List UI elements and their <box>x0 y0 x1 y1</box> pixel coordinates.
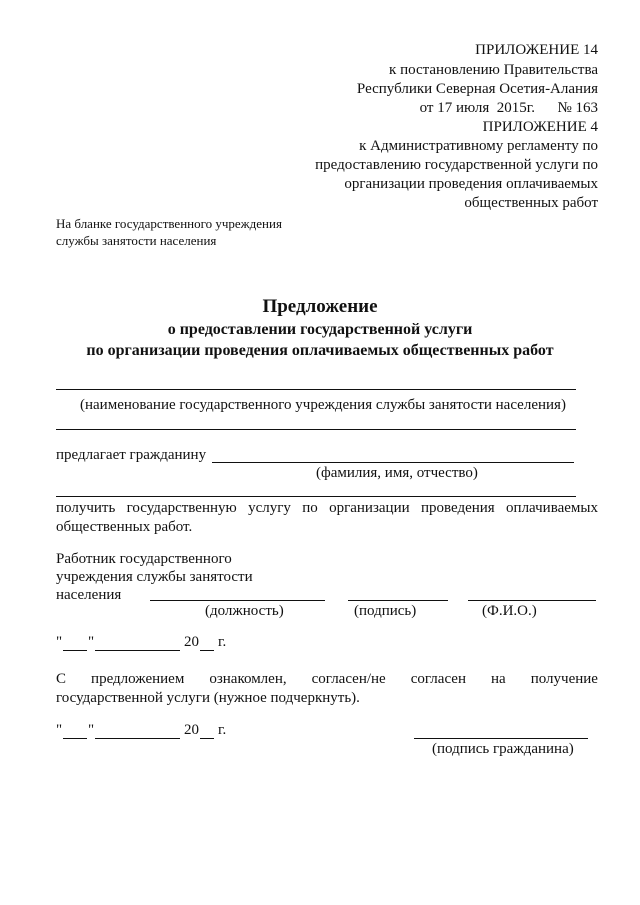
year-prefix: 20 <box>184 634 199 650</box>
header-line-9: общественных работ <box>464 195 598 211</box>
year-line <box>200 650 214 651</box>
receive-word: проведения <box>420 500 495 516</box>
year-prefix: 20 <box>184 722 199 738</box>
citizen-name-line-2 <box>56 496 576 497</box>
header-line-4: от 17 июля 2015г. № 163 <box>419 100 598 116</box>
employee-line-3: населения <box>56 587 122 603</box>
ack-word: согласен <box>410 671 466 687</box>
ack-line-2: государственной услуги (нужное подчеркнуть). <box>56 690 360 706</box>
receive-word: услугу <box>248 500 291 516</box>
year-suffix: г. <box>218 722 227 738</box>
employee-line-2: учреждения службы занятости <box>56 569 253 585</box>
header-line-8: организации проведения оплачиваемых <box>344 176 598 192</box>
citizen-name-line <box>212 462 574 463</box>
quote-close: " <box>88 634 95 650</box>
institution-line <box>56 389 576 390</box>
year-suffix: г. <box>218 634 227 650</box>
title-line-2: о предоставлении государственной услуги <box>167 321 473 338</box>
fio-caption: (фамилия, имя, отчество) <box>316 465 478 481</box>
quote-open: " <box>56 722 63 738</box>
signature-caption: (подпись) <box>354 603 417 619</box>
header-line-3: Республики Северная Осетия-Алания <box>356 81 598 97</box>
header-line-1: ПРИЛОЖЕНИЕ 14 <box>475 42 598 58</box>
offer-prefix: предлагает гражданину <box>56 447 207 463</box>
receive-word: государственную <box>126 500 237 516</box>
quote-close: " <box>88 722 95 738</box>
month-line <box>95 738 180 739</box>
ack-word: ознакомлен, <box>209 671 287 687</box>
receive-line-1 <box>56 500 598 517</box>
header-line-5: ПРИЛОЖЕНИЕ 4 <box>482 119 598 135</box>
ack-line-1 <box>56 671 598 688</box>
receive-word: по <box>302 500 318 516</box>
receive-word: оплачиваемых <box>506 500 598 516</box>
title-line-1: Предложение <box>262 296 378 317</box>
ack-word: С <box>56 671 67 687</box>
receive-word: получить <box>56 500 116 516</box>
year-line <box>200 738 214 739</box>
title-line-3: по организации проведения оплачиваемых общественных работ <box>86 342 554 359</box>
header-line-6: к Административному регламенту по <box>359 138 598 154</box>
institution-line-2 <box>56 429 576 430</box>
citizen-signature-line <box>414 738 588 739</box>
header-line-7: предоставлению государственной услуги по <box>315 157 598 173</box>
receive-word: организации <box>329 500 410 516</box>
citizen-signature-caption: (подпись гражданина) <box>432 741 574 757</box>
employee-line-1: Работник государственного <box>56 551 232 567</box>
ack-word: на <box>491 671 506 687</box>
ack-word: предложением <box>91 671 185 687</box>
position-line <box>150 600 325 601</box>
quote-open: " <box>56 634 63 650</box>
institution-caption: (наименование государственного учреждения службы занятости населения) <box>80 397 566 413</box>
employee-fio-caption: (Ф.И.О.) <box>482 603 537 619</box>
receive-line-2: общественных работ. <box>56 519 193 535</box>
month-line <box>95 650 180 651</box>
blank-note-line-2: службы занятости населения <box>56 233 217 248</box>
day-line <box>63 650 87 651</box>
position-caption: (должность) <box>205 603 284 619</box>
signature-line <box>348 600 448 601</box>
day-line <box>63 738 87 739</box>
blank-note-line-1: На бланке государственного учреждения <box>56 216 282 231</box>
header-line-2: к постановлению Правительства <box>389 62 598 78</box>
employee-fio-line <box>468 600 596 601</box>
ack-word: согласен/не <box>311 671 386 687</box>
ack-word: получение <box>530 671 598 687</box>
